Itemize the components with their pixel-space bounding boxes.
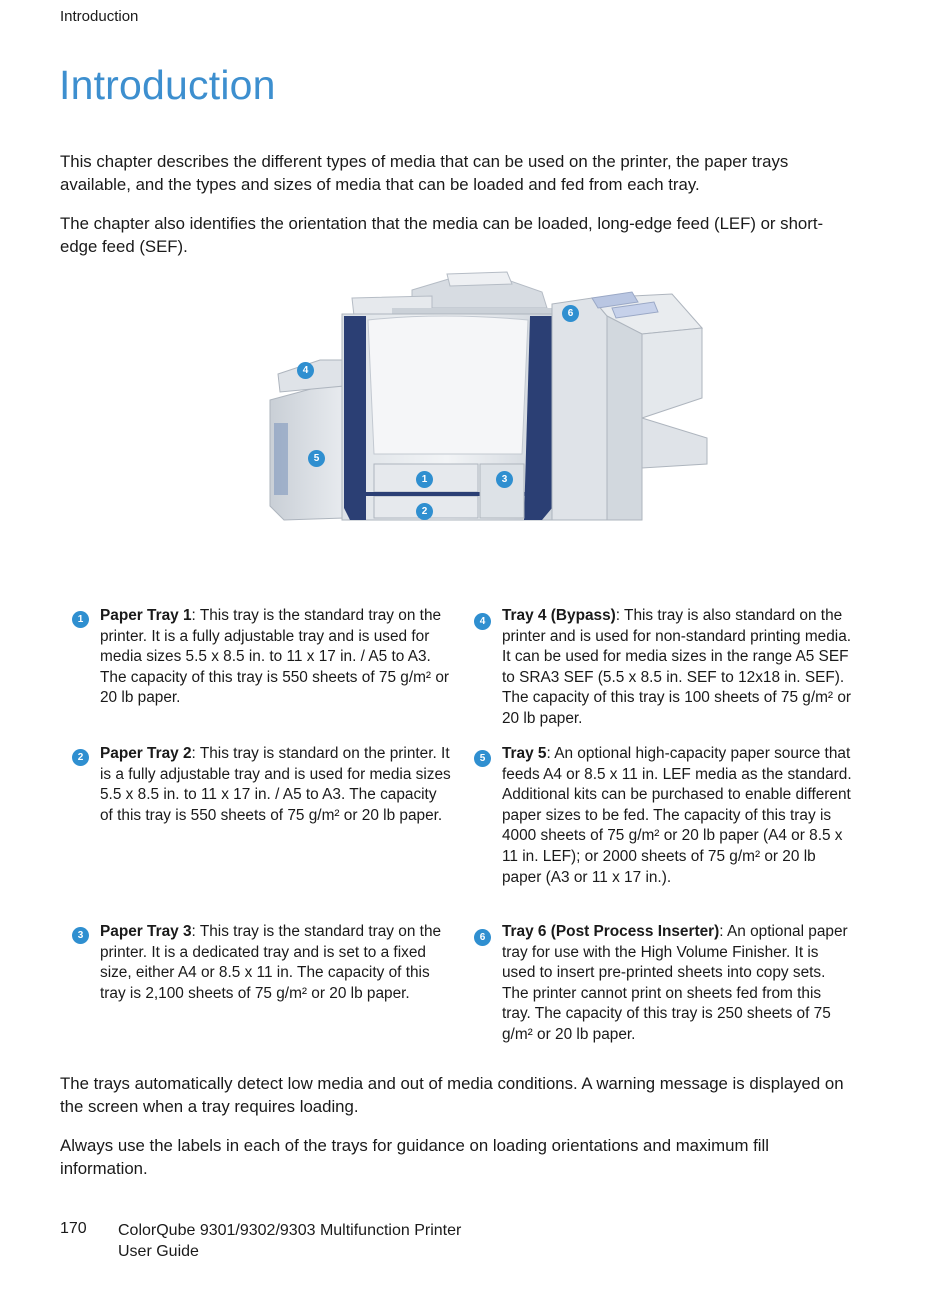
footer-guide: User Guide: [118, 1243, 199, 1260]
tray-2-badge: 2: [72, 749, 89, 766]
callout-badge-2: 2: [416, 503, 433, 520]
outro-paragraph-2: Always use the labels in each of the trays for guidance on loading orientations and maximum fill information.: [60, 1136, 769, 1178]
footer-product: ColorQube 9301/9302/9303 Multifunction Printer: [118, 1222, 462, 1239]
tray-5-label: Tray 5: [502, 745, 547, 762]
tray-6-label: Tray 6 (Post Process Inserter): [502, 923, 720, 940]
tray-1-text: : This tray is the standard tray on the printer. It is a fully adjustable tray and is used for media sizes 5.5 x 8.5 in. to 11 x 17 in. / A5 to A3. The capacity of this tray is 550 sheets of 75 g/m² or 20 lb paper.: [100, 607, 450, 707]
callout-badge-4: 4: [297, 362, 314, 379]
intro-paragraph-1: This chapter describes the different types of media that can be used on the printer, the paper trays available, and the types and sizes of media that can be loaded and fed from each tray.: [60, 152, 789, 194]
tray-4-badge: 4: [474, 613, 491, 630]
tray-3-label: Paper Tray 3: [100, 923, 192, 940]
tray-1-description: [100, 606, 452, 709]
tray-2-description: [100, 744, 452, 826]
footer-page-number: 170: [60, 1220, 87, 1237]
callout-badge-6: 6: [562, 305, 579, 322]
tray-4-description: [502, 606, 854, 730]
callout-badge-1: 1: [416, 471, 433, 488]
tray-5-description: [502, 744, 854, 888]
callout-badge-3: 3: [496, 471, 513, 488]
callout-badge-5: 5: [308, 450, 325, 467]
tray-2-text: : This tray is standard on the printer. It is a fully adjustable tray and is used for media sizes 5.5 x 8.5 in. to 11 x 17 in. / A5 to A3. The capacity of this tray is 550 sheets of 75 g/m² or 20 lb paper.: [100, 745, 451, 824]
running-header: Introduction: [60, 8, 139, 25]
tray-1-label: Paper Tray 1: [100, 607, 192, 624]
tray-2-label: Paper Tray 2: [100, 745, 192, 762]
tray-4-text: : This tray is also standard on the printer and is used for non-standard printing media. It can be used for media sizes in the range A5 SEF to SRA3 SEF (5.5 x 8.5 in. SEF to 12x18 in. SEF). The capacity of this tray is 100 sheets of 75 g/m² or 20 lb paper.: [502, 607, 852, 727]
tray-1-badge: 1: [72, 611, 89, 628]
tray-6-text: : An optional paper tray for use with the High Volume Finisher. It is used to insert pre-printed sheets into copy sets. The printer cannot print on sheets fed from this tray. The capacity of this tray is 250 sheets of 75 g/m² or 20 lb paper.: [502, 923, 848, 1043]
intro-paragraph-2: The chapter also identifies the orientation that the media can be loaded, long-edge feed (LEF) or short-edge feed (SEF).: [60, 214, 824, 256]
tray-4-label: Tray 4 (Bypass): [502, 607, 616, 624]
footer-title: [118, 1220, 461, 1262]
tray-3-text: : This tray is the standard tray on the printer. It is a dedicated tray and is set to a fixed size, either A4 or 8.5 x 11 in. The capacity of this tray is 2,100 sheets of 75 g/m² or 20 lb paper.: [100, 923, 442, 1002]
tray-5-text: : An optional high-capacity paper source that feeds A4 or 8.5 x 11 in. LEF media as the standard. Additional kits can be purchased to enable different paper sizes to be fed. The capacity of this tray is 4000 sheets of 75 g/m² or 20 lb paper (A4 or 8.5 x 11 in. LEF); or 2000 sheets of 75 g/m² or 20 lb paper (A3 or 11 x 17 in.).: [502, 745, 852, 886]
tray-5-badge: 5: [474, 750, 491, 767]
tray-6-description: [502, 922, 854, 1046]
tray-3-badge: 3: [72, 927, 89, 944]
tray-6-badge: 6: [474, 929, 491, 946]
tray-3-description: [100, 922, 452, 1004]
printer-illustration: [262, 268, 712, 536]
outro-paragraph-1: The trays automatically detect low media and out of media conditions. A warning message is displayed on the screen when a tray requires loading.: [60, 1074, 844, 1116]
page-title: Introduction: [59, 62, 276, 108]
